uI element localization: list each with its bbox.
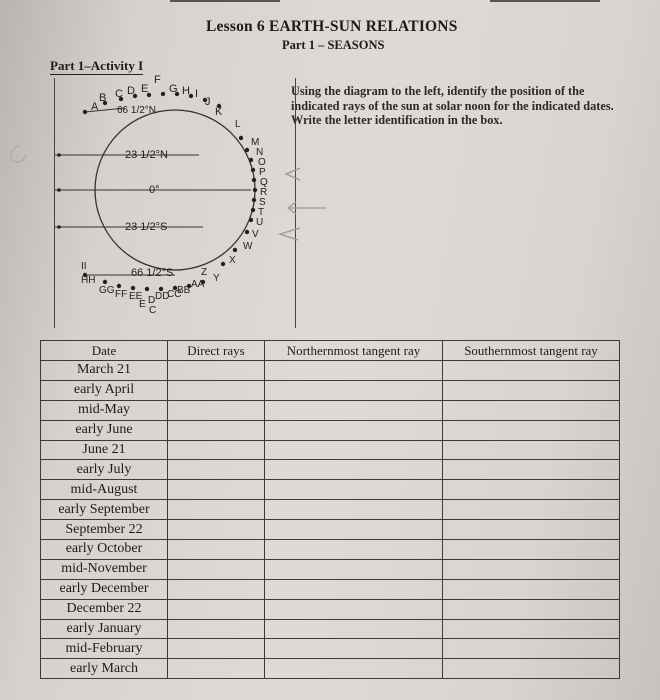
southernmost-cell[interactable] bbox=[443, 440, 620, 460]
direct-rays-cell[interactable] bbox=[168, 520, 265, 540]
date-cell: early December bbox=[41, 579, 168, 599]
seasons-table bbox=[40, 340, 620, 679]
northernmost-cell[interactable] bbox=[265, 659, 443, 679]
southernmost-cell[interactable] bbox=[443, 639, 620, 659]
point-label-gg: GG bbox=[99, 285, 115, 296]
southernmost-cell[interactable] bbox=[443, 460, 620, 480]
point-label-cc: CC bbox=[167, 289, 182, 300]
table-row bbox=[41, 361, 620, 381]
point-label-v: V bbox=[252, 229, 259, 240]
direct-rays-cell[interactable] bbox=[168, 361, 265, 381]
top-rule-right bbox=[490, 0, 600, 2]
point-label-x: X bbox=[229, 255, 236, 266]
top-rule-left bbox=[170, 0, 280, 2]
point-label-hh: HH bbox=[81, 275, 96, 286]
direct-rays-cell[interactable] bbox=[168, 420, 265, 440]
point-label-d-bottom: D bbox=[148, 295, 156, 306]
point-label-j: J bbox=[205, 96, 211, 108]
point-label-w: W bbox=[243, 241, 253, 252]
southernmost-cell[interactable] bbox=[443, 420, 620, 440]
table-row bbox=[41, 619, 620, 639]
page-title: Lesson 6 EARTH-SUN RELATIONS bbox=[206, 18, 458, 35]
table-row bbox=[41, 380, 620, 400]
point-label-a: A bbox=[91, 101, 99, 113]
date-cell: early June bbox=[41, 420, 168, 440]
table-row bbox=[41, 639, 620, 659]
date-cell: mid-May bbox=[41, 400, 168, 420]
northernmost-cell[interactable] bbox=[265, 559, 443, 579]
label-23n: 23 1/2°N bbox=[125, 149, 168, 161]
table-row bbox=[41, 659, 620, 679]
northernmost-cell[interactable] bbox=[265, 639, 443, 659]
date-cell: mid-August bbox=[41, 480, 168, 500]
point-label-o: O bbox=[258, 157, 266, 168]
point-label-ii: II bbox=[81, 261, 87, 272]
southernmost-cell[interactable] bbox=[443, 361, 620, 381]
date-cell: June 21 bbox=[41, 440, 168, 460]
point-label-l: L bbox=[235, 119, 241, 130]
date-cell: early January bbox=[41, 619, 168, 639]
point-label-n: N bbox=[256, 147, 264, 158]
southernmost-cell[interactable] bbox=[443, 500, 620, 520]
date-cell: early April bbox=[41, 380, 168, 400]
point-label-s: S bbox=[259, 197, 266, 208]
point-label-c-bottom: C bbox=[149, 305, 157, 316]
label-equator: 0° bbox=[149, 184, 160, 196]
point-label-aa: AA bbox=[191, 279, 205, 290]
direct-rays-cell[interactable] bbox=[168, 659, 265, 679]
table-row bbox=[41, 400, 620, 420]
point-label-b: B bbox=[99, 92, 107, 104]
direct-rays-cell[interactable] bbox=[168, 579, 265, 599]
direct-rays-cell[interactable] bbox=[168, 540, 265, 560]
southernmost-cell[interactable] bbox=[443, 380, 620, 400]
header-northernmost: Northernmost tangent ray bbox=[265, 341, 443, 361]
northernmost-cell[interactable] bbox=[265, 420, 443, 440]
label-66n: 66 1/2°N bbox=[117, 105, 157, 116]
direct-rays-cell[interactable] bbox=[168, 619, 265, 639]
northernmost-cell[interactable] bbox=[265, 500, 443, 520]
point-label-p: P bbox=[259, 167, 266, 178]
direct-rays-cell[interactable] bbox=[168, 480, 265, 500]
header-southernmost: Southernmost tangent ray bbox=[443, 341, 620, 361]
point-label-q: Q bbox=[260, 177, 268, 188]
northernmost-cell[interactable] bbox=[265, 619, 443, 639]
northernmost-cell[interactable] bbox=[265, 460, 443, 480]
label-66s: 66 1/2°S bbox=[131, 267, 174, 279]
date-cell: December 22 bbox=[41, 599, 168, 619]
date-cell: March 21 bbox=[41, 361, 168, 381]
table-row bbox=[41, 559, 620, 579]
table-row bbox=[41, 440, 620, 460]
southernmost-cell[interactable] bbox=[443, 559, 620, 579]
southernmost-cell[interactable] bbox=[443, 480, 620, 500]
instructions-text: Using the diagram to the left, identify the position of the indicated rays of the sun at solar noon for the indicated dates. Write the letter identification in the box. bbox=[291, 84, 614, 127]
direct-rays-cell[interactable] bbox=[168, 380, 265, 400]
header-date: Date bbox=[41, 341, 168, 361]
southernmost-cell[interactable] bbox=[443, 619, 620, 639]
direct-rays-cell[interactable] bbox=[168, 599, 265, 619]
table-header-row bbox=[41, 341, 620, 361]
northernmost-cell[interactable] bbox=[265, 361, 443, 381]
northernmost-cell[interactable] bbox=[265, 440, 443, 460]
point-label-dd: DD bbox=[155, 291, 170, 302]
northernmost-cell[interactable] bbox=[265, 520, 443, 540]
point-label-e: E bbox=[141, 83, 149, 95]
page-subtitle: Part 1 – SEASONS bbox=[282, 38, 385, 52]
date-cell: early July bbox=[41, 460, 168, 480]
southernmost-cell[interactable] bbox=[443, 400, 620, 420]
northernmost-cell[interactable] bbox=[265, 480, 443, 500]
date-cell: mid-February bbox=[41, 639, 168, 659]
point-label-r: R bbox=[260, 187, 268, 198]
table-row bbox=[41, 599, 620, 619]
southernmost-cell[interactable] bbox=[443, 659, 620, 679]
point-label-d: D bbox=[127, 85, 135, 97]
point-label-k: K bbox=[215, 106, 223, 118]
southernmost-cell[interactable] bbox=[443, 599, 620, 619]
label-23s: 23 1/2°S bbox=[125, 221, 168, 233]
direct-rays-cell[interactable] bbox=[168, 400, 265, 420]
direct-rays-cell[interactable] bbox=[168, 500, 265, 520]
table-row bbox=[41, 480, 620, 500]
point-label-g: G bbox=[169, 83, 178, 95]
point-label-bb: BB bbox=[177, 285, 191, 296]
northernmost-cell[interactable] bbox=[265, 540, 443, 560]
point-label-u: U bbox=[256, 217, 264, 228]
date-cell: early September bbox=[41, 500, 168, 520]
northernmost-cell[interactable] bbox=[265, 400, 443, 420]
table-row bbox=[41, 520, 620, 540]
date-cell: mid-November bbox=[41, 559, 168, 579]
point-label-t: T bbox=[258, 207, 265, 218]
point-label-i: I bbox=[195, 88, 199, 100]
northernmost-cell[interactable] bbox=[265, 380, 443, 400]
date-cell: early October bbox=[41, 540, 168, 560]
southernmost-cell[interactable] bbox=[443, 579, 620, 599]
date-cell: September 22 bbox=[41, 520, 168, 540]
direct-rays-cell[interactable] bbox=[168, 639, 265, 659]
point-label-m: M bbox=[251, 137, 260, 148]
direct-rays-cell[interactable] bbox=[168, 460, 265, 480]
southernmost-cell[interactable] bbox=[443, 520, 620, 540]
southernmost-cell[interactable] bbox=[443, 540, 620, 560]
table-row bbox=[41, 540, 620, 560]
point-label-y: Y bbox=[213, 273, 220, 284]
table-row bbox=[41, 420, 620, 440]
point-label-ee: EE bbox=[129, 291, 143, 302]
table-row bbox=[41, 460, 620, 480]
point-label-z: Z bbox=[201, 267, 208, 278]
table-row bbox=[41, 579, 620, 599]
point-label-c: C bbox=[115, 88, 123, 100]
point-label-h: H bbox=[182, 85, 190, 97]
direct-rays-cell[interactable] bbox=[168, 559, 265, 579]
header-direct-rays: Direct rays bbox=[168, 341, 265, 361]
point-label-ff: FF bbox=[115, 289, 128, 300]
northernmost-cell[interactable] bbox=[265, 579, 443, 599]
activity-heading: Part 1–Activity I bbox=[50, 58, 144, 73]
table-row bbox=[41, 500, 620, 520]
date-cell: early March bbox=[41, 659, 168, 679]
point-label-e-bottom: E bbox=[139, 299, 146, 310]
northernmost-cell[interactable] bbox=[265, 599, 443, 619]
direct-rays-cell[interactable] bbox=[168, 440, 265, 460]
earth-sun-diagram bbox=[54, 74, 296, 328]
point-label-f: F bbox=[154, 74, 161, 86]
